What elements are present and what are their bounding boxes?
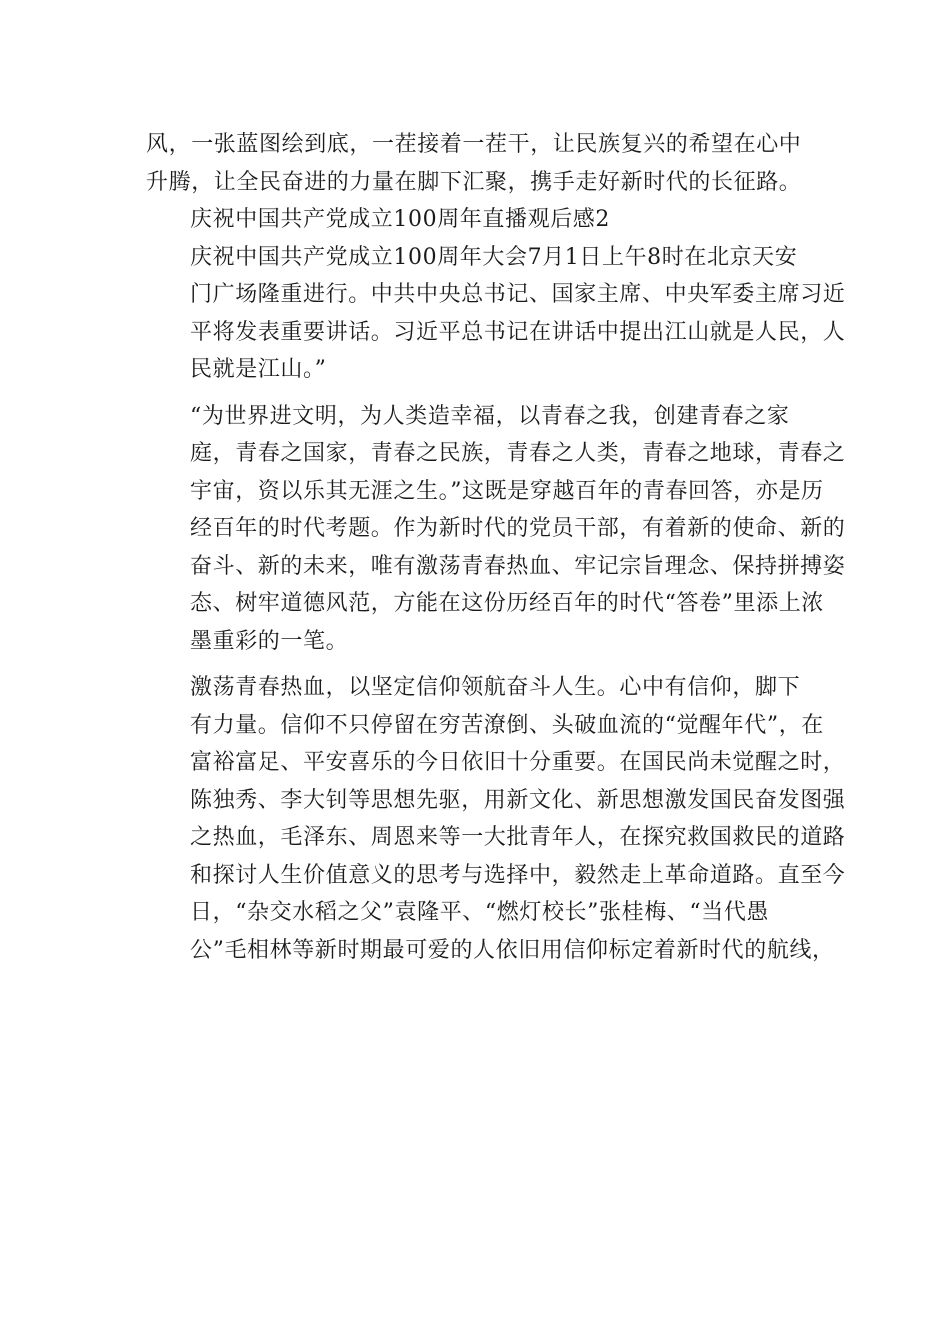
text-line: 门广场隆重进行。中共中央总书记、国家主席、中央军委主席习近 [190, 282, 846, 307]
paragraph-closing-text [146, 126, 806, 201]
text-line: 激荡青春热血，以坚定信仰领航奋斗人生。心中有信仰，脚下 [190, 675, 801, 700]
text-line: 庭，青春之国家，青春之民族，青春之人类，青春之地球，青春之 [190, 441, 846, 466]
text-line: 庆祝中国共产党成立100周年大会7月1日上午8时在北京天安 [190, 244, 798, 270]
text-line: 公”毛相林等新时期最可爱的人依旧用信仰标定着新时代的航线， [190, 937, 835, 963]
text-line: 陈独秀、李大钊等思想先驱，用新文化、新思想激发国民奋发图强 [190, 787, 846, 813]
text-line: 富裕富足、平安喜乐的今日依旧十分重要。在国民尚未觉醒之时， [190, 750, 846, 775]
paragraph-ceremony [146, 239, 846, 389]
text-line: 升腾，让全民奋进的力量在脚下汇聚，携手走好新时代的长征路。 [146, 169, 802, 195]
text-line: 墨重彩的一笔。 [190, 628, 349, 654]
text-line: 民就是江山。” [190, 357, 327, 382]
text-line: 平将发表重要讲话。习近平总书记在讲话中提出江山就是人民，人 [190, 319, 846, 345]
document-body [146, 126, 846, 969]
text-line: 奋斗、新的未来，唯有激荡青春热血、牢记宗旨理念、保持拼搏姿 [190, 553, 846, 579]
title-line: 庆祝中国共产党成立100周年直播观后感2 [190, 207, 610, 232]
paragraph-youth-quote [146, 398, 846, 661]
text-line: 风，一张蓝图绘到底，一茬接着一茬干，让民族复兴的希望在心中 [146, 132, 802, 157]
text-line: 经百年的时代考题。作为新时代的党员干部，有着新的使命、新的 [190, 516, 846, 541]
paragraph-faith [146, 669, 846, 969]
text-line: 之热血，毛泽东、周恩来等一大批青年人，在探究救国救民的道路 [190, 825, 846, 850]
section-title [146, 201, 806, 239]
text-line: 和探讨人生价值意义的思考与选择中，毅然走上革命道路。直至今 [190, 862, 846, 888]
text-line: 态、树牢道德风范，方能在这份历经百年的时代“答卷”里添上浓 [190, 591, 824, 616]
text-line: 有力量。信仰不只停留在穷苦潦倒、头破血流的“觉醒年代”，在 [190, 712, 824, 738]
text-line: 宇宙，资以乐其无涯之生。”这既是穿越百年的青春回答，亦是历 [190, 478, 824, 504]
text-line: 日，“杂交水稻之父”袁隆平、“燃灯校长”张桂梅、“当代愚 [190, 900, 770, 925]
text-line: “为世界进文明，为人类造幸福，以青春之我，创建青春之家 [190, 403, 790, 429]
